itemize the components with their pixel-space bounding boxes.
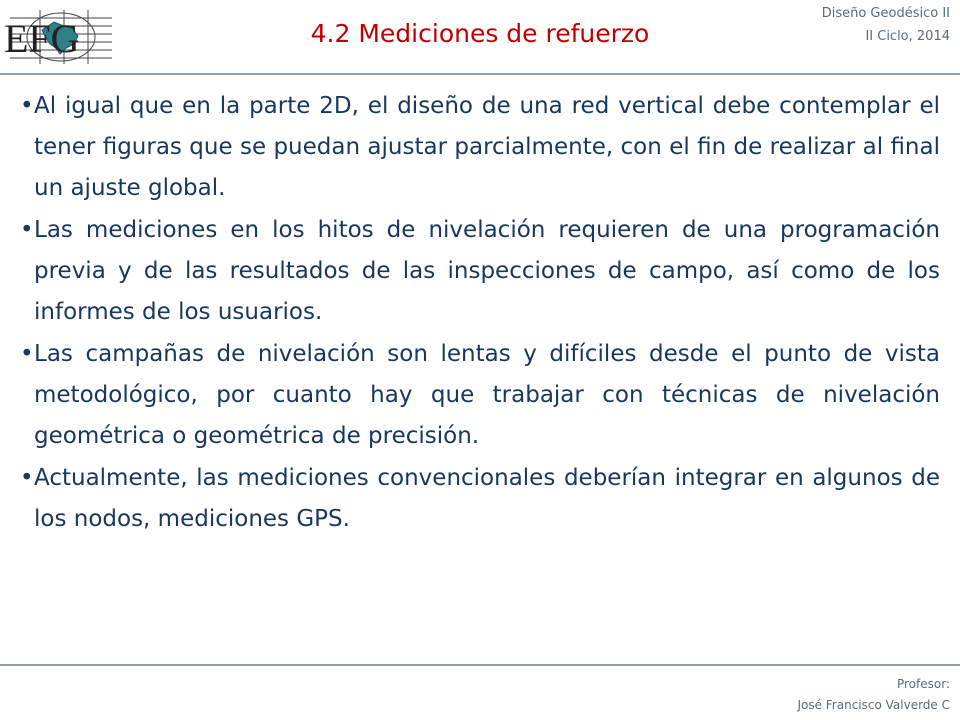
- bullet-item: [20, 86, 940, 209]
- bullet-item: [20, 334, 940, 457]
- bullet-text: Las campañas de nivelación son lentas y difíciles desde el punto de vista metodológico, por cuanto hay que trabajar con técnicas de nivelación geométrica o geométrica de precisión.: [34, 341, 940, 449]
- bullet-marker: •: [20, 341, 34, 367]
- header-divider: [0, 73, 960, 75]
- bullet-text: Las mediciones en los hitos de nivelación requieren de una programación previa y de las resultados de las inspecciones de campo, así como de los informes de los usuarios.: [34, 217, 940, 325]
- professor-name: José Francisco Valverde C: [797, 698, 950, 712]
- footer-label: Profesor:: [896, 677, 950, 691]
- bullet-item: [20, 458, 940, 540]
- bullet-marker: •: [20, 217, 34, 243]
- bullet-text: Al igual que en la parte 2D, el diseño de una red vertical debe contemplar el tener figuras que se puedan ajustar parcialmente, con el fin de realizar al final un ajuste global.: [34, 93, 940, 201]
- footer: [797, 674, 950, 716]
- bullet-item: [20, 210, 940, 333]
- bullet-list: [20, 86, 940, 541]
- logo-lettering: EFG: [4, 16, 80, 61]
- course-info: [822, 2, 950, 48]
- slide-title: 4.2 Mediciones de refuerzo: [310, 19, 650, 48]
- course-term: II Ciclo, 2014: [865, 29, 950, 44]
- bullet-text: Actualmente, las mediciones convencionales deberían integrar en algunos de los nodos, mediciones GPS.: [34, 465, 940, 532]
- footer-divider: [0, 664, 960, 666]
- bullet-marker: •: [20, 93, 34, 119]
- course-name: Diseño Geodésico II: [821, 6, 950, 21]
- bullet-marker: •: [20, 465, 34, 491]
